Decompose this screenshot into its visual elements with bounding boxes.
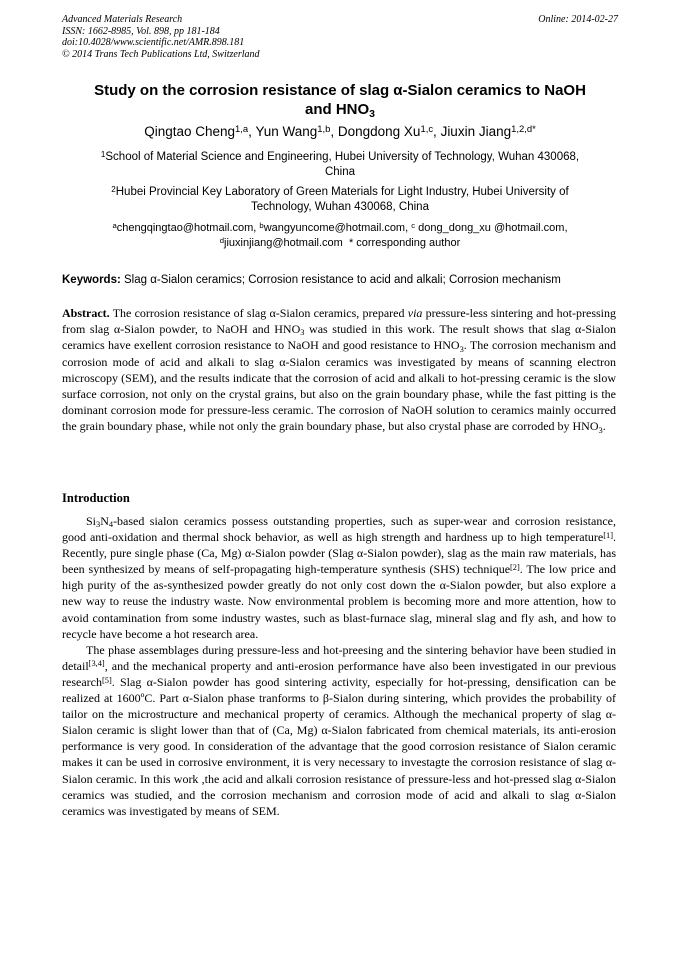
author-name: Dongdong Xu [337,124,421,139]
author-name: Qingtao Cheng [144,124,236,139]
title-line-2: and $HNO_3$ [304,101,375,120]
citation-ref: [3,4] [88,659,105,669]
keywords-text: Slag α-Sialon ceramics; Corrosion resistance to acid and alkali; Corrosion mechanism [124,274,561,286]
author-name: Yun Wang [255,124,318,139]
email-b: wangyuncome@hotmail.com, [263,222,409,234]
paper-title [62,81,618,119]
online-date: Online: 2014-02-27 [538,14,618,25]
issn-line: ISSN: 1662-8985, Vol. 898, pp 181-184 [62,25,220,37]
introduction-heading: Introduction [62,491,130,505]
introduction-body [62,513,616,819]
copyright-line: © 2014 Trans Tech Publications Ltd, Switzerland [62,48,260,60]
citation-ref: [5] [101,675,112,685]
intro-paragraph-2: The phase assemblages during pressure-less and hot-preesing and the sintering behavior have been studied in detail[3,4], and the mechanical property and anti-erosion performance have also been investigated in our previous research[5]. Slag α-Sialon powder has good sintering activity, especially for hot-pressing, densification can be realized at 1600ºC. Part α-Sialon phase tranforms to β-Sialon during sintering, which provides the probability of tailor on the microstructure and mechanical property of ceramics. Although the mechanical property of slag α-Sialon ceramic is slight lower than that of (Ca, Mg) α-Sialon fabricated from chemical materials, its anti-erosion performance is very good. In consideration of the advantage that the good corrosion resistance of Sialon ceramic makes it can be used in corrosive environment, it is very necessary to investagte the corrosion resistance of slag α-Sialon ceramic. In this work ,the acid and alkali corrosion resistance of pressure-less and hot-pressed slag α-Sialon ceramics was studied, and the corrosion mechanism and corrosion mode of acid and alkali to slag α-Sialon ceramics was investigated by means of SEM. [62,642,616,818]
doi-line: doi:10.4028/www.scientific.net/AMR.898.181 [62,37,245,48]
keywords-label: Keywords: [62,274,121,286]
author-name: Jiuxin Jiang [440,124,512,139]
author-emails: $^a$chengqingtao@hotmail.com, $^b$wangyuncome@hotmail.com, $^c$ dong_dong_xu @hotmail.com, $^d$jiuxinjiang@hotmail.com * corresponding author [112,220,568,249]
affiliation-1: $^1$School of Material Science and Engineering, Hubei University of Technology, Wuhan 430068, China [100,149,580,178]
corresponding-note: * corresponding author [348,237,461,249]
affiliation-2: $^2$Hubei Provincial Key Laboratory of Green Materials for Light Industry, Hubei University of Technology, Wuhan 430068, China [111,184,569,213]
journal-header [62,14,618,60]
email-d: jiuxinjiang@hotmail.com [224,237,343,249]
keywords [62,273,618,288]
intro-paragraph-1: $Si_3N_4$-based sialon ceramics possess outstanding properties, such as super-wear and corrosion resistance, good anti-oxidation and thermal shock behavior, as well as high strength and hardness up to high temperature[1]. Recently, pure single phase (Ca, Mg) α-Sialon powder (Slag α-Sialon powder), slag as the main raw materials, has been synthesized by means of self-propagating high-temperature synthesis (SHS) technique[2]. The low price and high purity of the as-synthesized powder greatly do not only cost down the α-Sialon powder, but also explore a new way to reuse the industry waste. Now environmental problem is becoming more and more attention, how to avoid contamination from some industry wastes, such as blast-furnace slag, mineral slag and fly ash, and how to recycle have become a hot research area. [62,514,616,641]
abstract-label: Abstract. [62,306,110,320]
title-line-1: Study on the corrosion resistance of slag α-Sialon ceramics to NaOH [94,82,586,99]
journal-name: Advanced Materials Research [62,14,183,25]
email-c: dong_dong_xu @hotmail.com, [418,222,568,234]
email-a: chengqingtao@hotmail.com, [116,222,257,234]
citation-ref: [2] [510,562,520,572]
abstract: Abstract. The corrosion resistance of slag α-Sialon ceramics, prepared via pressure-less sintering and hot-pressing from slag α-Sialon powder, to NaOH and $HNO_3$ was studied in this work. The result shows that slag α-Sialon ceramics have exellent corrosion resistance to NaOH and good resistance to $HNO_3$. The corrosion mechanism and corrosion mode of acid and alkali to slag α-Sialon ceramics was investigated by means of scanning electron microscopy (SEM), and the results indicate that the corrosion of acid and alkali to hot-pressing ceramic is the slow surface corrosion, not only on the crystal grains, but also on the grain boundary phase, while the fast pitting is the dominant corrosion mode for pressure-less ceramic. The corrosion of NaOH solution to ceramics mainly occurred the grain boundary phase, while not only the grain boundary phase, but also crystal phase are corroded by $HNO_3$. [62,306,616,435]
author-list: Qingtao Cheng$^{1,a}$, Yun Wang$^{1,b}$, Dongdong Xu$^{1,c}$, Jiuxin Jiang$^{1,2,d*}$ [144,124,536,139]
citation-ref: [1] [603,530,613,540]
